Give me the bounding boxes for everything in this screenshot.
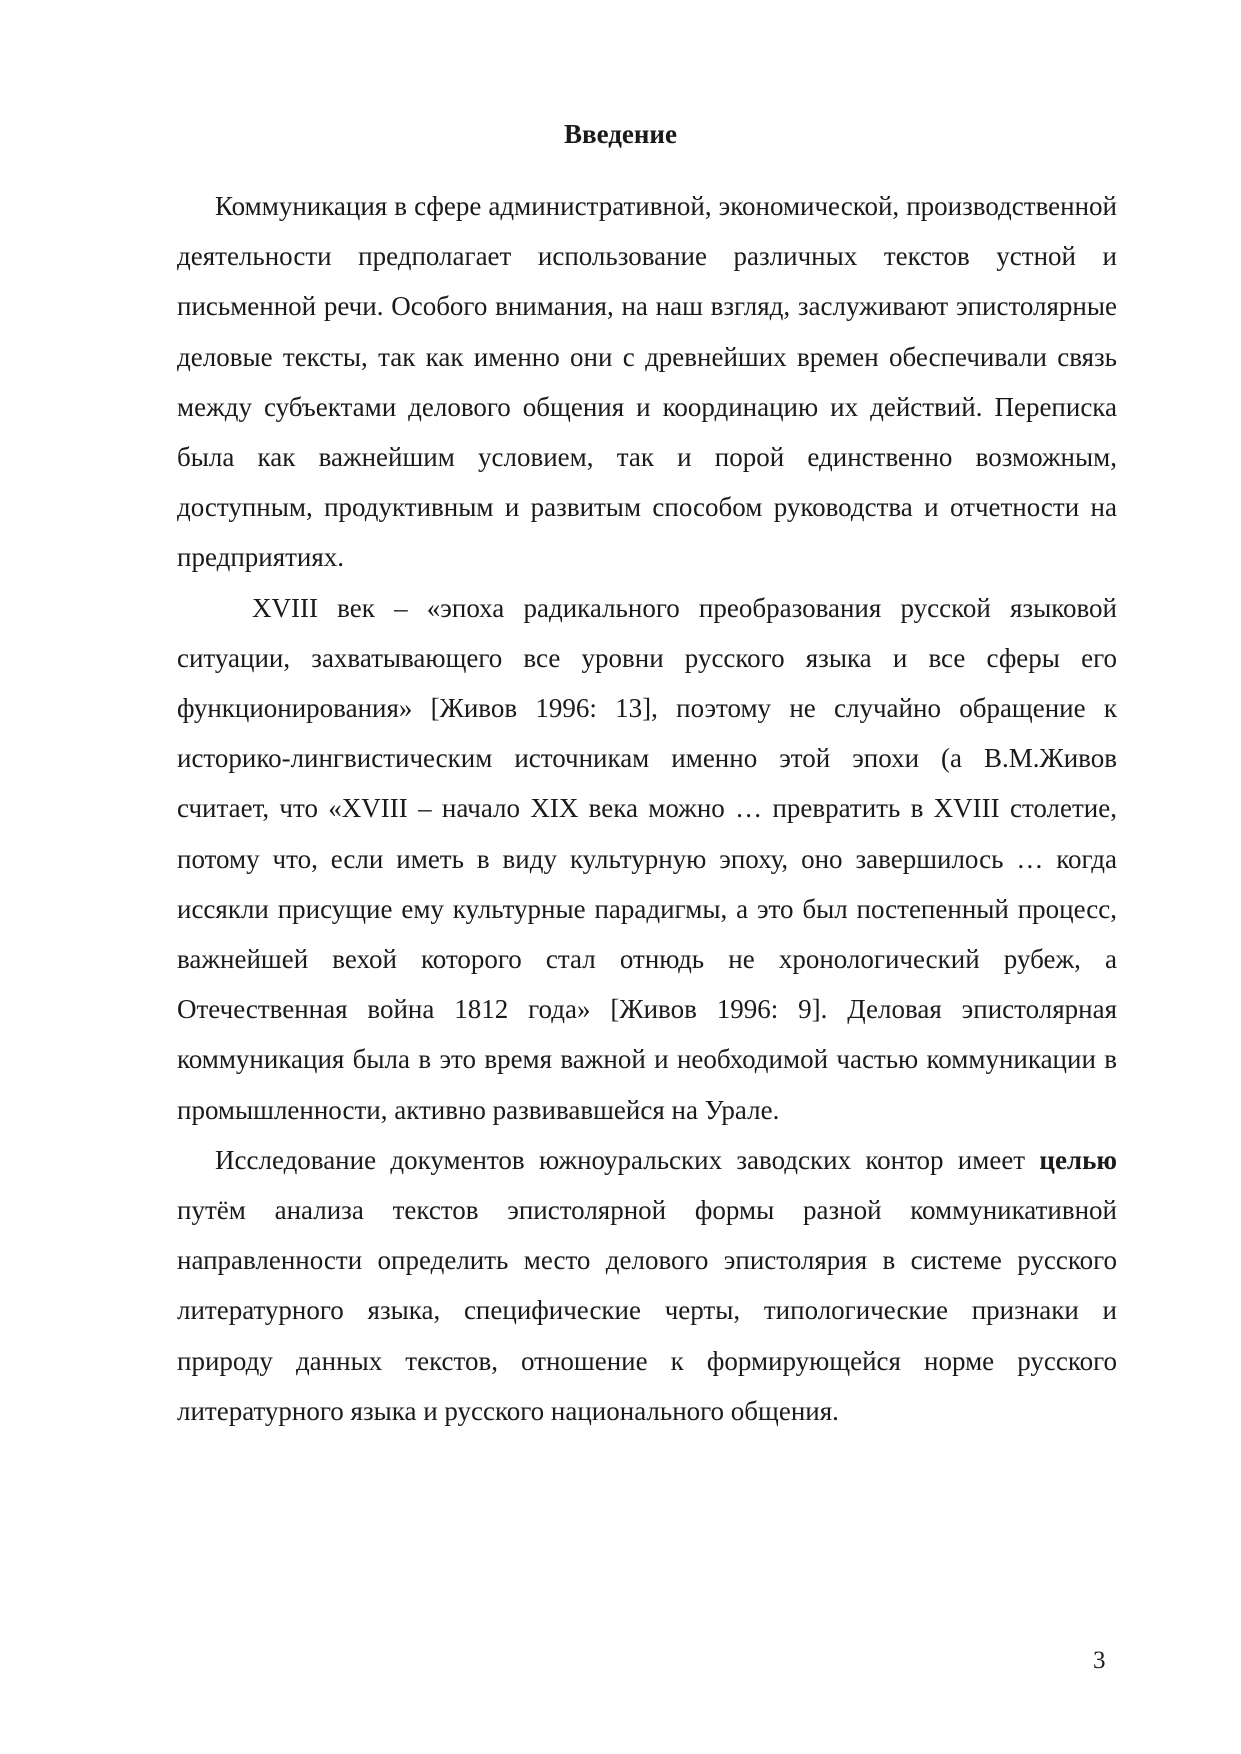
page-number: 3 — [1093, 1647, 1106, 1674]
page-title: Введение — [564, 119, 677, 149]
paragraph-3-lead: Исследование документов южноуральских заводских контор имеет — [215, 1144, 1026, 1175]
paragraph-3-rest: путём анализа текстов эпистолярной формы разной коммуникативной направленности определить место делового эпистолярия в системе русского литературного языка, специфические черты, типологические признаки и природу данных текстов, отношение к формирующейся норме русского литературного языка и русского национального общения. — [177, 1195, 1117, 1426]
document-body — [177, 181, 1117, 1436]
paragraph-3 — [177, 1135, 1117, 1436]
paragraph-2: XVIII век – «эпоха радикального преобразования русской языковой ситуации, захватывающего все уровни русского языка и все сферы его функционирования» [Живов 1996: 13], поэтому не случайно обращение к историко-лингвистическим источникам именно этой эпохи (а В.М.Живов считает, что «XVIII – начало XIX века можно … превратить в XVIII столетие, потому что, если иметь в виду культурную эпоху, оно завершилось … когда иссякли присущие ему культурные парадигмы, а это был постепенный процесс, важнейшей вехой которого стал отнюдь не хронологический рубеж, а Отечественная война 1812 года» [Живов 1996: 9]. Деловая эпистолярная коммуникация была в это время важной и необходимой частью коммуникации в промышленности, активно развивавшейся на Урале. — [177, 592, 1117, 1125]
paragraph-1: Коммуникация в сфере административной, экономической, производственной деятельности предполагает использование различных текстов устной и письменной речи. Особого внимания, на наш взгляд, заслуживают эпистолярные деловые тексты, так как именно они с древнейших времен обеспечивали связь между субъектами делового общения и координацию их действий. Переписка была как важнейшим условием, так и порой единственно возможным, доступным, продуктивным и развитым способом руководства и отчетности на предприятиях. — [177, 191, 1117, 573]
bold-term: целью — [1039, 1144, 1117, 1175]
